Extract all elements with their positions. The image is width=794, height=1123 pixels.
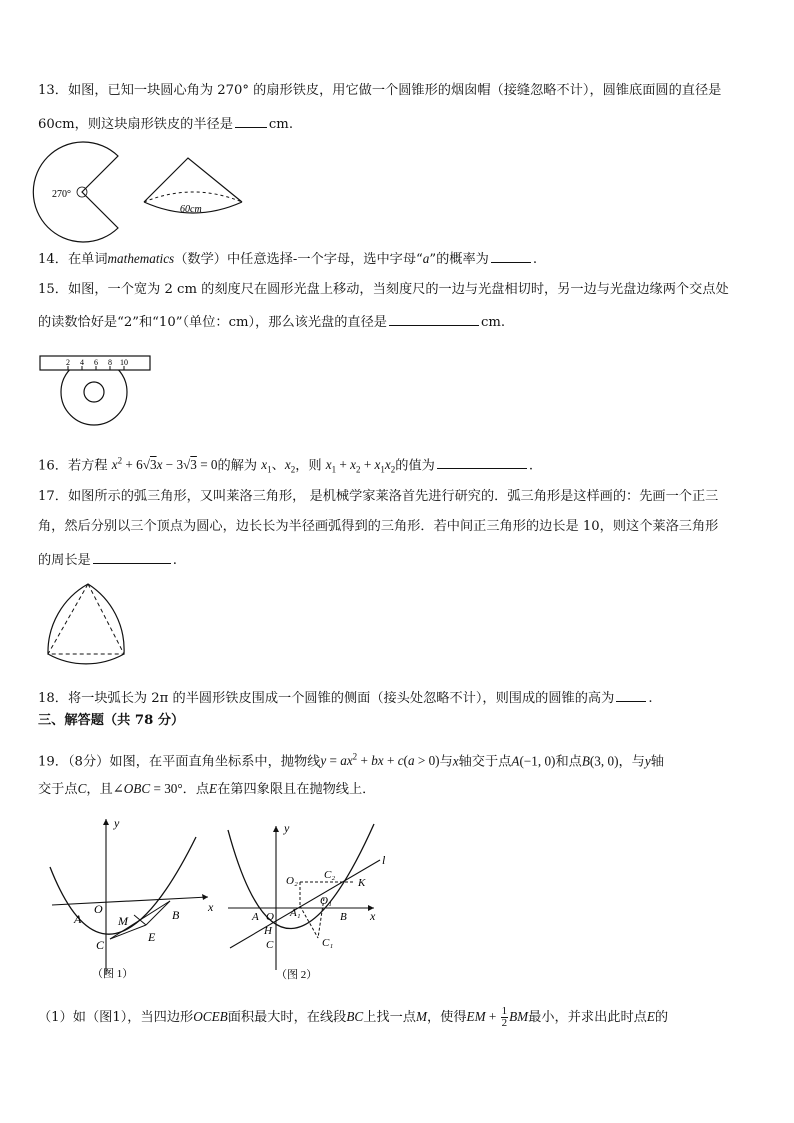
q14-end: . (532, 252, 538, 267)
q14-text-mid: （数学）中任意选择-一个字母，选中字母“ (174, 252, 423, 267)
q19-line2: 交于点C，且∠OBC = 30°．点E在第四象限且在抛物线上． (38, 781, 376, 797)
fig1-label-y: y (114, 816, 120, 830)
q19-text-2: 轴交于点 (458, 754, 512, 770)
answer-blank[interactable] (235, 115, 267, 128)
q19-text-8: ．点 (182, 782, 210, 797)
q17-text: 的周长是 (38, 553, 91, 568)
q16-end: . (528, 458, 534, 474)
q15-line1: 15．如图，一个宽为 2 cm 的刻度尺在圆形光盘上移动，当刻度尺的一边与光盘相切时，另一边与光盘边缘两个交点处 (38, 282, 729, 297)
answer-blank[interactable] (491, 250, 531, 263)
q19-part1-text-f: 的 (654, 1010, 669, 1025)
q17-line3 (38, 551, 758, 570)
ruler-mark-label: 8 (108, 358, 112, 367)
q19-text-6: 交于点 (38, 782, 78, 797)
fig2-label-O1: O₁ (320, 895, 332, 907)
q16-text-mid: 的解为 (217, 458, 258, 474)
fig2-label-A: A (252, 911, 259, 923)
q19-figure2 (224, 820, 394, 985)
q16-text-suffix: 的值为 (395, 458, 435, 474)
q19-part1-text-e: 最小，并求出此时点 (528, 1010, 647, 1025)
fig2-label-A1: A₁ (290, 907, 301, 919)
fig2-label-l: l (382, 853, 386, 867)
q14-word: mathematics (107, 251, 175, 266)
q19-parabola: $y = ax^2$ + bx + c(a > 0) (320, 752, 440, 769)
fig1-label-O: O (94, 902, 103, 916)
fig2-label-H: H (264, 925, 272, 937)
sector-shape (33, 142, 118, 242)
fig2-label-B: B (340, 911, 347, 923)
q15-text: 的读数恰好是“2”和“10”（单位：cm），那么该光盘的直径是 (38, 315, 387, 330)
q19-figure1 (48, 815, 218, 983)
point-A: A(−1, 0) (511, 753, 556, 769)
q19-text-5: 轴 (650, 754, 664, 770)
q19-part1-text-b: 面积最大时，在线段 (227, 1010, 347, 1025)
fig1-label-x: x (208, 900, 214, 914)
fig1-caption: （图 1） (92, 968, 134, 980)
q17-reuleaux-figure (44, 582, 134, 662)
q19-part1-text: （1）如（图1），当四边形 (38, 1010, 194, 1025)
q19-part1: （1）如（图1），当四边形OCEB面积最大时，在线段BC上找一点M，使得EM + $\frac{1}{2}$ BM最小，并求出此时点E的 (38, 1005, 669, 1030)
q14-line (38, 250, 758, 269)
answer-blank[interactable] (437, 456, 527, 469)
q15-unit: cm. (480, 315, 506, 330)
q16-expression: $x_1 + x_2 + x_1x_2$ (325, 457, 396, 476)
q19-text: 19．（8分）如图，在平面直角坐标系中，抛物线 (38, 754, 321, 770)
ruler-mark-label: 6 (94, 358, 98, 367)
q14-text: 14．在单词 (38, 252, 108, 267)
q16-equation: $x^2 + 6√3x - 3√3 = 0$ (111, 456, 218, 473)
answer-blank[interactable] (616, 689, 646, 702)
fig1-label-M: M (118, 914, 128, 928)
fig2-label-O2: O₂ (286, 875, 298, 887)
cone-diameter-label: 60cm (180, 204, 202, 215)
angle-OBC: ∠OBC = 30° (112, 781, 183, 796)
q15-line2 (38, 313, 758, 332)
fig2-label-C: C (266, 939, 274, 951)
q19-text-9: 在第四象限且在抛物线上． (217, 782, 376, 797)
fig2-label-x: x (370, 909, 376, 923)
q19-text-1: 与 (439, 754, 453, 770)
q19-part1-text-c: 上找一点 (363, 1010, 416, 1025)
q13-text: 60cm，则这块扇形铁皮的半径是 (38, 117, 233, 132)
ruler-mark-label: 4 (80, 358, 84, 367)
q19-text-4: ，与 (618, 754, 645, 770)
point-B: B(3, 0) (581, 753, 619, 769)
inner-triangle (48, 584, 124, 654)
ruler-mark-label: 10 (120, 358, 128, 367)
fig2-label-C2: C₂ (324, 869, 336, 881)
q19-text-7: ，且 (86, 782, 113, 797)
fig2-caption: （图 2） (276, 969, 318, 981)
cone-shape (144, 158, 242, 202)
q17-line1: 17．如图所示的弧三角形，又叫莱洛三角形， 是机械学家莱洛首先进行研究的．弧三角形是这样画的：先画一个正三 (38, 489, 719, 504)
q18-text: 18．将一块弧长为 2π 的半圆形铁皮围成一个圆锥的侧面（接头处忽略不计），则围成的圆锥的高为 (38, 691, 615, 706)
q19-part1-text-d: ，使得 (426, 1010, 467, 1025)
fig1-label-B: B (172, 908, 180, 922)
fig2-label-K: K (358, 877, 366, 889)
q13-line1: 13．如图，已知一块圆心角为 270° 的扇形铁皮，用它做一个圆锥形的烟囱帽（接缝忽略不计），圆锥底面圆的直径是 (38, 83, 722, 98)
q15-figure (38, 350, 158, 435)
sector-angle-label: 270° (52, 189, 71, 200)
fig1-label-C: C (96, 938, 105, 952)
q19-min-expression: EM + $\frac{1}{2}$ BM (466, 1005, 529, 1030)
fig2-label-O: O (266, 911, 274, 923)
q18-end: . (648, 691, 653, 706)
line-l (230, 860, 380, 948)
q17-end: . (172, 553, 177, 568)
q14-letter: a (422, 251, 430, 266)
q16-text-mid2: ，则 (295, 458, 322, 474)
ruler-mark-label: 2 (66, 358, 70, 367)
q16-text: 16．若方程 (38, 458, 108, 474)
answer-blank[interactable] (93, 551, 171, 564)
fig2-label-y: y (284, 821, 290, 835)
q16-roots: $x_1$、$x_2$ (261, 457, 296, 476)
disc-inner (84, 382, 104, 402)
q13-line2 (38, 115, 758, 134)
answer-blank[interactable] (389, 313, 479, 326)
q16-line (38, 452, 758, 479)
q19-line1: 19．（8分）如图，在平面直角坐标系中，抛物线$y = ax^2$ + bx + c(a > 0)与x轴交于点A(−1, 0)和点B(3, 0)，与y轴 (38, 752, 664, 770)
reuleaux-triangle (48, 584, 124, 664)
section-heading: 三、解答题（共 78 分） (38, 713, 185, 728)
q17-line2: 角，然后分别以三个顶点为圆心，边长长为半径画弧得到的三角形．若中间正三角形的边长是 10，则这个莱洛三角形 (38, 519, 719, 534)
q19-text-3: 和点 (555, 754, 582, 770)
fig1-label-A: A (74, 912, 82, 926)
q13-unit: cm. (268, 117, 294, 132)
fig1-label-E: E (148, 930, 156, 944)
fig2-label-C1: C₁ (322, 937, 334, 949)
q18-line (38, 689, 758, 708)
q14-text-suffix: ”的概率为 (429, 252, 489, 267)
q13-figure (36, 146, 246, 236)
